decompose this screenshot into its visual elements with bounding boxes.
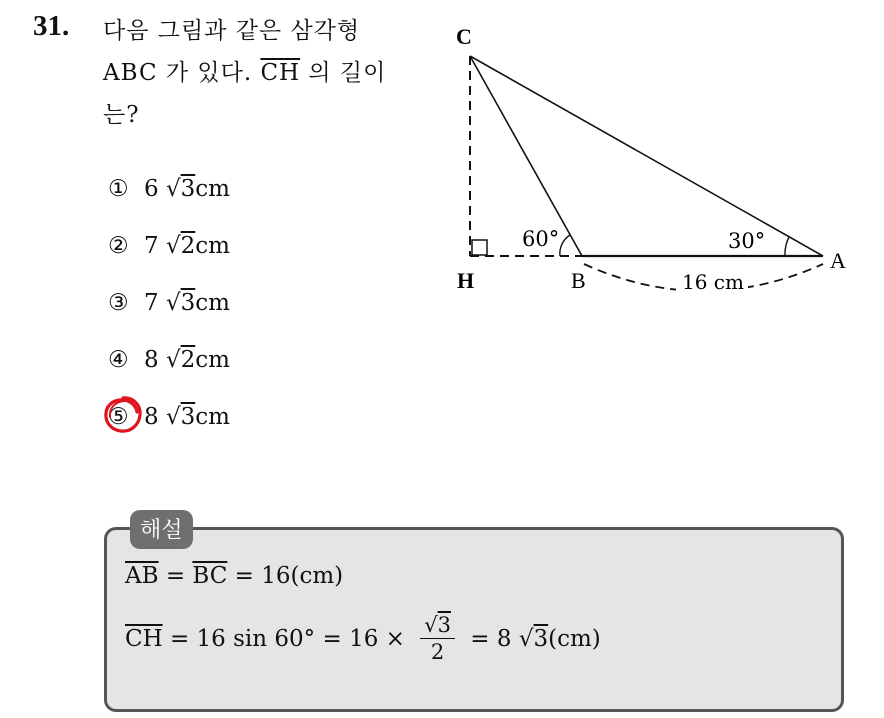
question-line-2-start: ABC 가 있다.	[103, 60, 261, 86]
side-ca	[470, 56, 823, 256]
choice-5[interactable]	[108, 388, 230, 445]
equation-2-radicand: 3	[533, 625, 549, 652]
segment-ch-label: $\overline{CH}$	[125, 625, 163, 652]
choice-unit: cm	[195, 289, 230, 316]
fraction-denominator: 2	[430, 640, 445, 664]
choice-coef: 7	[144, 289, 166, 316]
choice-radicand: 2	[180, 232, 196, 259]
choice-1[interactable]	[108, 160, 230, 217]
choice-unit: cm	[195, 175, 230, 202]
choice-coef: 6	[144, 175, 166, 202]
choice-value	[144, 396, 230, 438]
vertex-c-label: C	[456, 24, 472, 49]
answer-choices	[108, 160, 230, 445]
solution-tag: 해설	[130, 510, 193, 549]
vertex-a-label: A	[830, 248, 846, 273]
choice-unit: cm	[195, 403, 230, 430]
choice-coef: 7	[144, 232, 166, 259]
sqrt-icon: √	[165, 289, 181, 316]
segment-ch-label: $\overline{CH}$	[260, 60, 301, 86]
choice-value	[144, 339, 230, 381]
sqrt-icon: √	[165, 403, 181, 430]
sqrt-icon: √	[424, 613, 438, 637]
vertex-b-label: B	[571, 268, 586, 293]
question-line-2	[103, 52, 433, 94]
segment-ab-label: $\overline{AB}$	[125, 563, 159, 589]
question-text	[103, 10, 433, 136]
length-ab-label: 16 cm	[682, 270, 744, 294]
fraction-numerator	[420, 612, 455, 639]
selected-answer-circle-icon	[100, 392, 146, 438]
choice-number: ③	[108, 289, 129, 316]
angle-b-arc	[560, 235, 570, 256]
vertex-h-label: H	[457, 268, 475, 293]
choice-value	[144, 225, 230, 267]
question-number: 31.	[33, 10, 70, 42]
side-cb	[470, 56, 582, 256]
angle-a-arc	[785, 237, 789, 256]
question-line-3: 는?	[103, 102, 140, 128]
choice-coef: 8	[144, 403, 166, 430]
solution-equation-2	[125, 612, 601, 665]
choice-coef: 8	[144, 346, 166, 373]
choice-number: ①	[108, 175, 129, 202]
question-line-2-end: 의 길이	[300, 60, 387, 86]
equals-sign: =	[158, 563, 193, 589]
angle-a-label: 30°	[728, 229, 766, 253]
choice-value	[144, 168, 230, 210]
sqrt-icon: √	[518, 625, 534, 652]
right-angle-mark	[472, 240, 487, 255]
choice-unit: cm	[195, 232, 230, 259]
fraction	[420, 612, 455, 665]
choice-number: ⑤	[108, 403, 129, 430]
equation-2-middle: = 16 sin 60° = 16 ×	[162, 625, 413, 652]
choice-radicand: 2	[180, 346, 196, 373]
choice-radicand: 3	[180, 289, 196, 316]
equation-2-rhs-end: (cm)	[548, 625, 601, 652]
sqrt-icon: √	[165, 232, 181, 259]
sqrt-icon: √	[165, 175, 181, 202]
question-line-1: 다음 그림과 같은 삼각형	[103, 18, 361, 44]
choice-unit: cm	[195, 346, 230, 373]
choice-value	[144, 282, 230, 324]
triangle-figure	[448, 18, 868, 318]
equation-2-rhs-start: = 8	[463, 625, 519, 652]
choice-number: ④	[108, 346, 129, 373]
solution-equation-1	[125, 563, 343, 589]
sqrt-icon: √	[165, 346, 181, 373]
choice-radicand: 3	[180, 175, 196, 202]
choice-number: ②	[108, 232, 129, 259]
segment-bc-label: $\overline{BC}$	[192, 563, 228, 589]
angle-b-label: 60°	[522, 227, 560, 251]
choice-4[interactable]	[108, 331, 230, 388]
choice-2[interactable]	[108, 217, 230, 274]
choice-radicand: 3	[180, 403, 196, 430]
choice-3[interactable]	[108, 274, 230, 331]
equation-1-rhs: = 16(cm)	[227, 563, 344, 589]
numerator-radicand: 3	[437, 613, 451, 637]
